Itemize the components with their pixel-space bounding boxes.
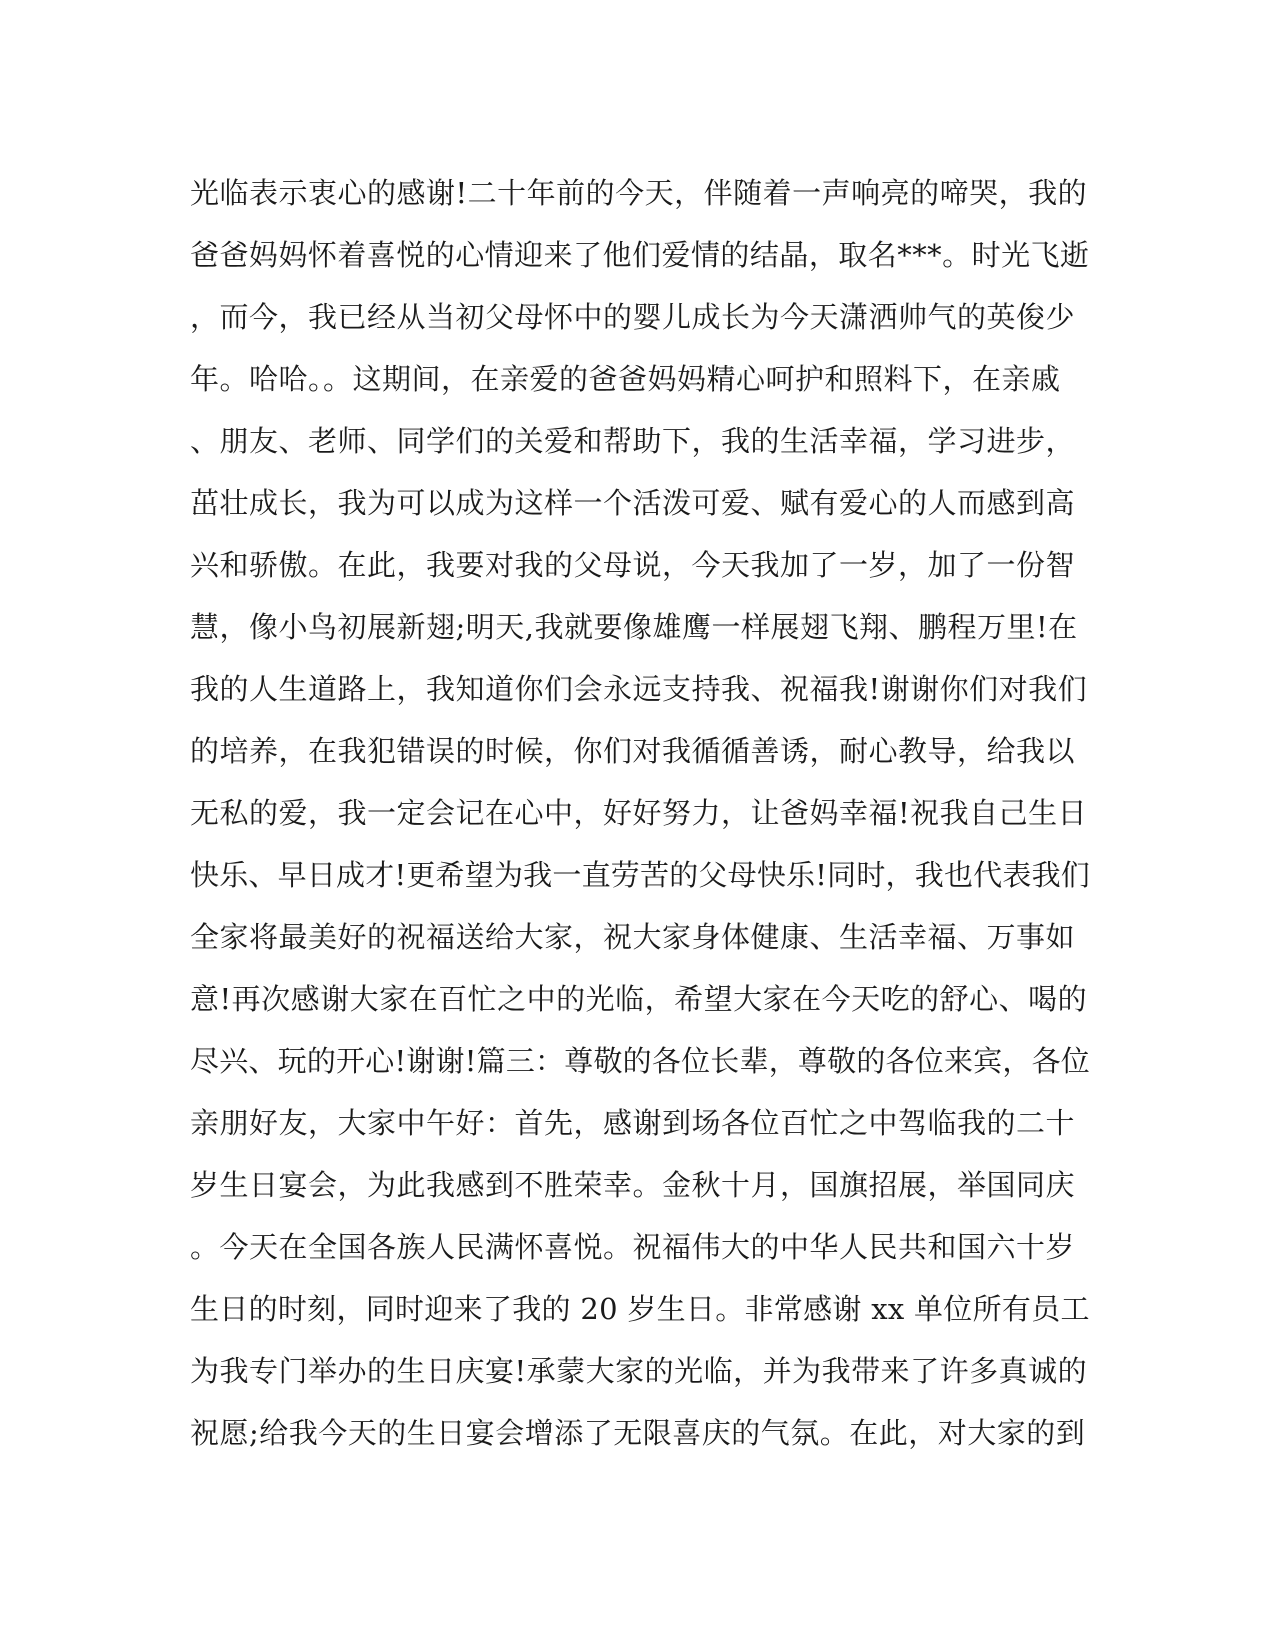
text-line: 意!再次感谢大家在百忙之中的光临，希望大家在今天吃的舒心、喝的 bbox=[190, 982, 1088, 1016]
text-line: 尽兴、玩的开心!谢谢!篇三：尊敬的各位长辈，尊敬的各位来宾，各位 bbox=[190, 1044, 1091, 1078]
text-line: 爸爸妈妈怀着喜悦的心情迎来了他们爱情的结晶，取名***。时光飞逝 bbox=[190, 238, 1090, 272]
text-line: 、朋友、老师、同学们的关爱和帮助下，我的生活幸福，学习进步， bbox=[190, 424, 1076, 458]
text-line: 的培养，在我犯错误的时候，你们对我循循善诱，耐心教导，给我以 bbox=[190, 734, 1076, 768]
text-line: 无私的爱，我一定会记在心中，好好努力，让爸妈幸福!祝我自己生日 bbox=[190, 796, 1088, 830]
text-line: 。今天在全国各族人民满怀喜悦。祝福伟大的中华人民共和国六十岁 bbox=[190, 1230, 1076, 1264]
text-line: 快乐、早日成才!更希望为我一直劳苦的父母快乐!同时，我也代表我们 bbox=[190, 858, 1091, 892]
text-line: 光临表示衷心的感谢!二十年前的今天，伴随着一声响亮的啼哭，我的 bbox=[190, 176, 1088, 210]
text-line: 生日的时刻，同时迎来了我的 20 岁生日。非常感谢 xx 单位所有员工 bbox=[190, 1292, 1090, 1326]
text-line: 岁生日宴会，为此我感到不胜荣幸。金秋十月，国旗招展，举国同庆 bbox=[190, 1168, 1076, 1202]
body-text bbox=[190, 162, 1090, 1464]
text-line: 为我专门举办的生日庆宴!承蒙大家的光临，并为我带来了许多真诚的 bbox=[190, 1354, 1088, 1388]
text-line: 年。哈哈。。这期间，在亲爱的爸爸妈妈精心呵护和照料下，在亲戚 bbox=[190, 362, 1061, 396]
text-line: 亲朋好友，大家中午好：首先，感谢到场各位百忙之中驾临我的二十 bbox=[190, 1106, 1076, 1140]
text-line: 祝愿;给我今天的生日宴会增添了无限喜庆的气氛。在此，对大家的到 bbox=[190, 1416, 1086, 1450]
text-line: ，而今，我已经从当初父母怀中的婴儿成长为今天潇洒帅气的英俊少 bbox=[190, 300, 1076, 334]
text-line: 茁壮成长，我为可以成为这样一个活泼可爱、赋有爱心的人而感到高 bbox=[190, 486, 1076, 520]
text-line: 慧，像小鸟初展新翅;明天,我就要像雄鹰一样展翅飞翔、鹏程万里!在 bbox=[190, 610, 1078, 644]
text-line: 全家将最美好的祝福送给大家，祝大家身体健康、生活幸福、万事如 bbox=[190, 920, 1076, 954]
text-line: 兴和骄傲。在此，我要对我的父母说，今天我加了一岁，加了一份智 bbox=[190, 548, 1076, 582]
text-line: 我的人生道路上，我知道你们会永远支持我、祝福我!谢谢你们对我们 bbox=[190, 672, 1088, 706]
